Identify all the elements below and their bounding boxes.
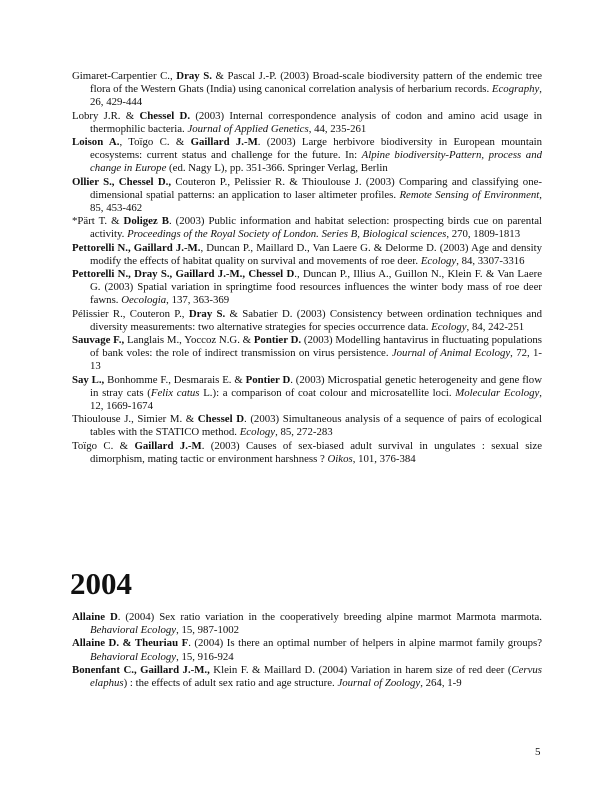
reference-text: (ed. Nagy L), pp. 351-366. Springer Verlag, Berlin [166, 162, 388, 175]
reference-text: (2003) Modelling hantavirus in fluctuating populations of bank voles: the role of indirect transmission on virus persistence. [90, 334, 542, 360]
reference-text: Lobry J.R. & [72, 109, 140, 122]
reference-entry [72, 215, 542, 241]
author-highlight: Ollier S., Chessel D., [72, 175, 172, 188]
author-highlight: Pontier D. [253, 334, 302, 347]
reference-entry [72, 664, 542, 690]
author-highlight: Allaine D. & Theuriau F [72, 637, 189, 650]
reference-text: , 84, 3307-3316 [456, 254, 525, 267]
reference-entry [72, 413, 542, 439]
author-highlight: Sauvage F., [72, 334, 125, 347]
author-highlight: Gaillard J.-M [190, 136, 258, 149]
reference-text: , 12, 1669-1674 [90, 386, 542, 413]
reference-text: . (2003) Microspatial genetic heterogeneity and gene flow in stray cats ( [90, 373, 542, 399]
italic-text: Ecology [239, 426, 276, 439]
author-highlight: Doligez B [123, 215, 169, 228]
reference-text: Bonhomme F., Desmarais E. & [104, 373, 246, 386]
italic-text: Journal of Applied Genetics [187, 122, 309, 135]
italic-text: Ecology [431, 320, 467, 333]
section-heading-2004: 2004 [70, 566, 132, 601]
reference-text: ) : the effects of adult sex ratio and age structure. [123, 677, 338, 690]
author-highlight: Dray S. [176, 70, 212, 82]
reference-text: Toïgo C. & [72, 439, 135, 452]
reference-text: , 72, 1-13 [90, 347, 542, 373]
author-highlight: Dray S. [188, 307, 226, 320]
reference-entry [72, 611, 542, 637]
italic-text: Alpine biodiversity-Pattern, process and change in Europe [90, 149, 542, 175]
reference-text: , 84, 242-251 [466, 320, 525, 333]
italic-text: Ecography [491, 83, 540, 96]
reference-entry [72, 70, 542, 110]
italic-text: Molecular Ecology [455, 386, 540, 399]
reference-text: , 15, 916-924 [176, 650, 234, 663]
reference-text: , 15, 987-1002 [176, 624, 240, 637]
reference-list-2003 [72, 70, 542, 466]
italic-text: Oecologia [121, 294, 167, 307]
reference-text: , 137, 363-369 [166, 294, 230, 307]
reference-text: ., Duncan P., Illius A., Guillon N., Klein F. & Van Laere G. (2003) Spatial variation in springtime food resources influences the winter body mass of roe deer fawns. [90, 268, 542, 307]
reference-text: L.): a comparison of coat colour and microsatellite loci. [199, 386, 456, 399]
italic-text: Journal of Zoology [337, 677, 421, 690]
reference-text: (2003) Internal correspondence analysis of codon and amino acid usage in thermophilic bacteria. [90, 109, 542, 135]
author-highlight: Gaillard J.-M [134, 439, 202, 452]
italic-text: Proceedings of the Royal Society of London. Series B, Biological sciences [127, 228, 447, 241]
italic-text: Behavioral Ecology [90, 650, 177, 663]
italic-text: Ecology [420, 254, 457, 267]
reference-text: , 264, 1-9 [420, 677, 462, 690]
author-highlight: Loison A. [72, 136, 120, 149]
reference-entry [72, 110, 542, 136]
reference-text: Couteron P., Pelissier R. & Thioulouse J. (2003) Comparing and classifying one-dimensional spatial patterns: an application to laser altimeter profiles. [90, 175, 542, 201]
reference-text: . (2004) Is there an optimal number of helpers in alpine marmot family groups? [188, 637, 542, 650]
reference-text: , Duncan P., Maillard D., Van Laere G. & Delorme D. (2003) Age and density modify the effects of habitat quality on survival and movements of roe deer. [90, 241, 542, 267]
reference-text: Gimaret-Carpentier C., [72, 70, 177, 82]
italic-text: Felix catus [150, 386, 200, 399]
reference-text: Pélissier R., Couteron P., [72, 307, 189, 320]
reference-text: , 85, 272-283 [275, 426, 333, 439]
reference-text: . (2003) Simultaneous analysis of a sequence of pairs of ecological tables with the STATICO method. [90, 413, 542, 439]
reference-text: & Sabatier D. (2003) Consistency between ordination techniques and diversity measurements: two alternative strategies for species occurrence data. [90, 307, 542, 333]
author-highlight: Chessel D. [139, 109, 191, 122]
author-highlight: Allaine D [72, 611, 118, 623]
italic-text: Remote Sensing of Environment [399, 188, 540, 201]
reference-text: Klein F. & Maillard D. (2004) Variation in harem size of red deer ( [209, 663, 512, 676]
reference-text: , 101, 376-384 [352, 452, 416, 465]
italic-text: Journal of Animal Ecology [391, 347, 511, 360]
reference-entry [72, 176, 542, 216]
page-number: 5 [535, 746, 541, 758]
reference-entry [72, 334, 542, 374]
reference-entry [72, 440, 542, 466]
author-highlight: Pontier D [245, 373, 291, 386]
author-highlight: Chessel D [197, 413, 245, 426]
reference-text: . (2004) Sex ratio variation in the cooperatively breeding alpine marmot Marmota marmota. [117, 611, 542, 623]
reference-text: , 270, 1809-1813 [446, 228, 521, 241]
reference-text: . (2003) Large herbivore biodiversity in European mountain ecosystems: current status and challenge for the future. In: [90, 136, 543, 162]
reference-entry [72, 242, 542, 268]
italic-text: Cervus elaphus [90, 663, 543, 690]
author-highlight: Pettorelli N., Dray S., Gaillard J.-M., Chessel D [72, 268, 295, 281]
reference-text: , 44, 235-261 [308, 122, 367, 135]
italic-text: Behavioral Ecology [90, 624, 177, 637]
reference-entry [72, 268, 542, 308]
reference-text: *Pärt T. & [72, 215, 124, 228]
reference-text: Thioulouse J., Simier M. & [72, 413, 198, 426]
author-highlight: Say L., [72, 373, 105, 386]
reference-text: , 26, 429-444 [90, 83, 542, 109]
author-highlight: Pettorelli N., Gaillard J.-M. [72, 241, 201, 254]
reference-text: . (2003) Causes of sex-biased adult survival in ungulates : sexual size dimorphism, mating tactic or environment harshness ? [90, 439, 542, 465]
reference-list-2004 [72, 611, 542, 690]
reference-entry [72, 136, 542, 176]
reference-text: , 85, 453-462 [90, 188, 542, 215]
italic-text: Oikos [327, 452, 353, 465]
reference-text: , Toïgo C. & [119, 136, 191, 149]
reference-entry [72, 637, 542, 663]
reference-text: & Pascal J.-P. (2003) Broad-scale biodiversity pattern of the endemic tree flora of the Western Ghats (India) using canonical correlation analysis of herbarium records. [90, 70, 543, 96]
reference-entry [72, 308, 542, 334]
reference-entry [72, 374, 542, 414]
author-highlight: Bonenfant C., Gaillard J.-M., [72, 663, 210, 676]
reference-text: Langlais M., Yoccoz N.G. & [124, 334, 254, 347]
reference-text: . (2003) Public information and habitat selection: prospecting birds cue on parental activity. [90, 215, 542, 241]
